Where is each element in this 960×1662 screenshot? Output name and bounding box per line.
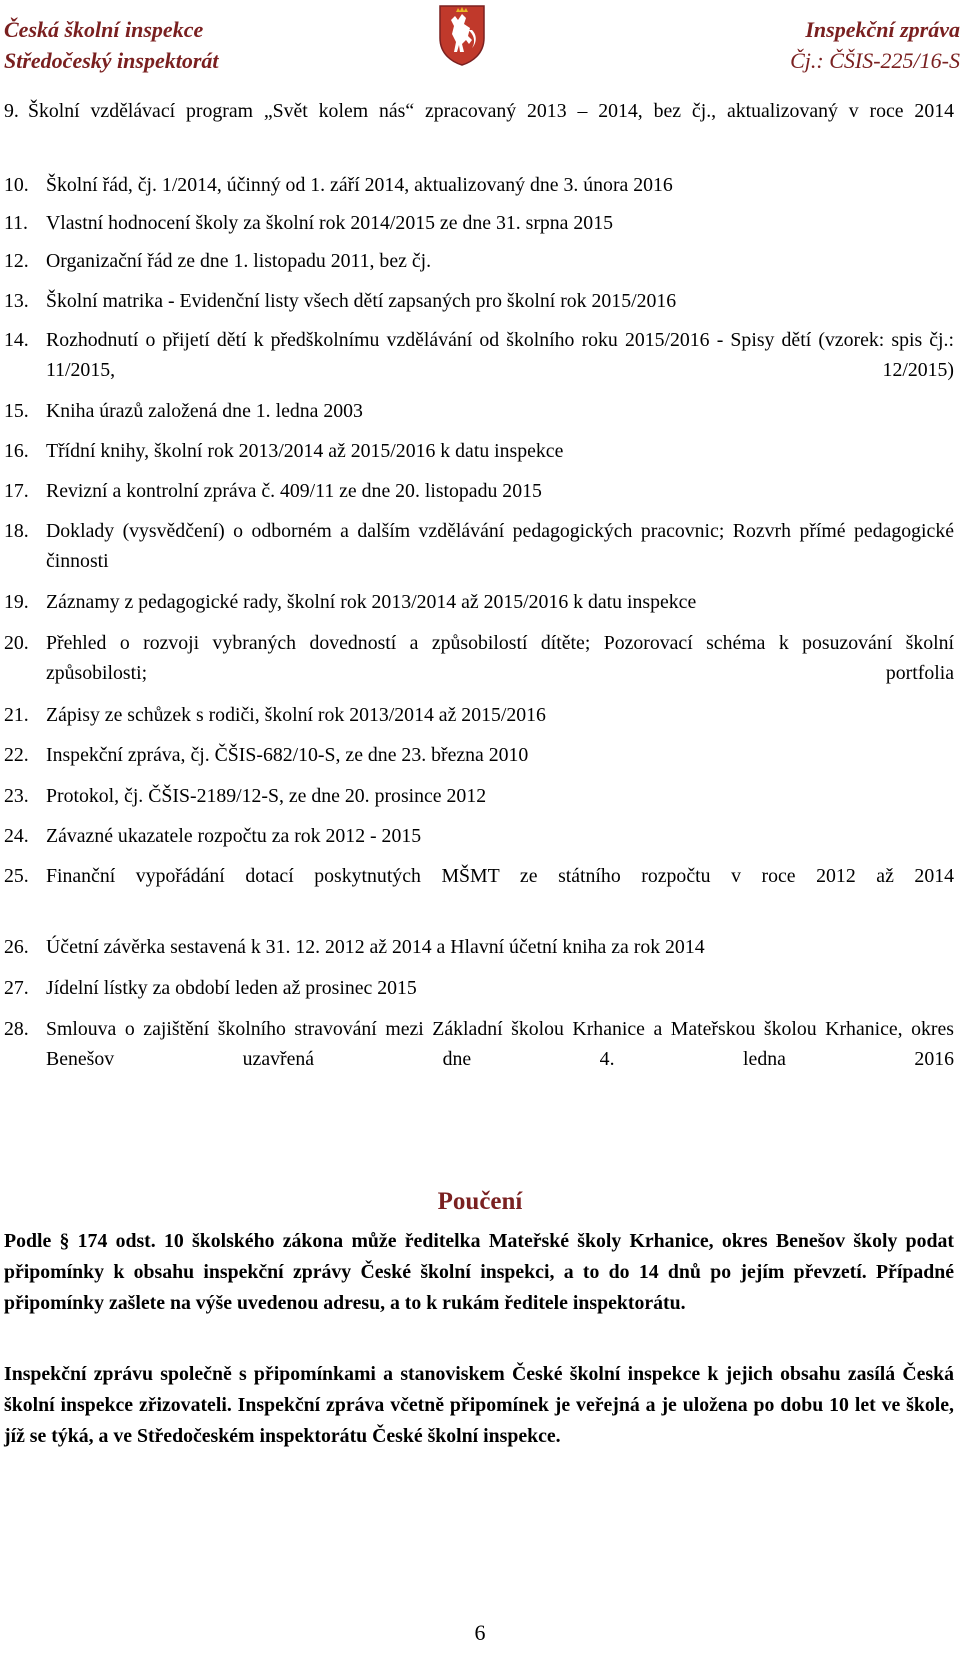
list-item: 14. Rozhodnutí o přijetí dětí k předškolnímu vzdělávání od školního roku 2015/2016 - Spisy dětí (vzorek: spis čj.: 11/2015, 12/2015) (4, 329, 954, 381)
list-item: 23. Protokol, čj. ČŠIS-2189/12-S, ze dne 20. prosince 2012 (4, 785, 487, 807)
header-left (4, 14, 219, 76)
instruction-paragraph: Inspekční zprávu společně s připomínkami a stanoviskem České školní inspekce k jejich obsahu zasílá Česká školní inspekce zřizovateli. Inspekční zpráva včetně připomínek je veřejná a je uložena po dobu 10 let ve škole, jíž se týká, a ve Středočeském inspektorátu České školní inspekce. (4, 1363, 954, 1447)
header-reference-number: Čj.: ČŠIS-225/16-S (790, 48, 960, 73)
section-heading: Poučení (437, 1188, 523, 1215)
list-item: 15. Kniha úrazů založená dne 1. ledna 2003 (4, 400, 363, 422)
list-item: 26. Účetní závěrka sestavená k 31. 12. 2012 až 2014 a Hlavní účetní kniha za rok 2014 (4, 936, 705, 958)
list-item: 20. Přehled o rozvoji vybraných dovedností a způsobilostí dítěte; Pozorovací schéma k posuzování školní způsobilosti; portfolia (4, 632, 954, 684)
list-item: 17. Revizní a kontrolní zpráva č. 409/11 ze dne 20. listopadu 2015 (4, 480, 542, 502)
header-report-type: Inspekční zpráva (805, 17, 960, 42)
list-item: 10. Školní řád, čj. 1/2014, účinný od 1. září 2014, aktualizovaný dne 3. února 2016 (4, 174, 673, 196)
list-item: 12. Organizační řád ze dne 1. listopadu 2011, bez čj. (4, 250, 432, 272)
list-item: 25. Finanční vypořádání dotací poskytnutých MŠMT ze státního rozpočtu v roce 2012 až 2014 (4, 865, 954, 887)
list-item: 16. Třídní knihy, školní rok 2013/2014 až 2015/2016 k datu inspekce (4, 440, 564, 462)
list-item: 19. Záznamy z pedagogické rady, školní rok 2013/2014 až 2015/2016 k datu inspekce (4, 591, 697, 613)
list-item: 9. Školní vzdělávací program „Svět kolem nás“ zpracovaný 2013 – 2014, bez čj., aktualizovaný v roce 2014 (4, 100, 954, 122)
header-right (790, 14, 960, 76)
coat-of-arms-icon (438, 4, 486, 66)
list-item: 11. Vlastní hodnocení školy za školní rok 2014/2015 ze dne 31. srpna 2015 (4, 212, 613, 234)
list-item: 24. Závazné ukazatele rozpočtu za rok 2012 - 2015 (4, 825, 422, 847)
list-item: 22. Inspekční zpráva, čj. ČŠIS-682/10-S, ze dne 23. března 2010 (4, 744, 529, 766)
list-item: 28. Smlouva o zajištění školního stravování mezi Základní školou Krhanice a Mateřskou školou Krhanice, okres Benešov uzavřená dne 4. ledna 2016 (4, 1018, 954, 1070)
list-item: 21. Zápisy ze schůzek s rodiči, školní rok 2013/2014 až 2015/2016 (4, 704, 546, 726)
list-item: 13. Školní matrika - Evidenční listy všech dětí zapsaných pro školní rok 2015/2016 (4, 290, 677, 312)
page-number: 6 (474, 1620, 486, 1645)
list-item: 18. Doklady (vysvědčení) o odborném a dalším vzdělávání pedagogických pracovnic; Rozvrh přímé pedagogické činnosti (4, 520, 954, 572)
header-authority: Česká školní inspekce (4, 17, 204, 42)
header-inspectorate: Středočeský inspektorát (4, 48, 219, 73)
instruction-paragraph: Podle § 174 odst. 10 školského zákona může ředitelka Mateřské školy Krhanice, okres Benešov školy podat připomínky k obsahu inspekční zprávy České školní inspekci, a to do 14 dnů po jejím převzetí. Případné připomínky zašlete na výše uvedenou adresu, a to k rukám ředitele inspektorátu. (4, 1230, 954, 1314)
page-header (0, 0, 960, 74)
list-item: 27. Jídelní lístky za období leden až prosinec 2015 (4, 977, 417, 999)
